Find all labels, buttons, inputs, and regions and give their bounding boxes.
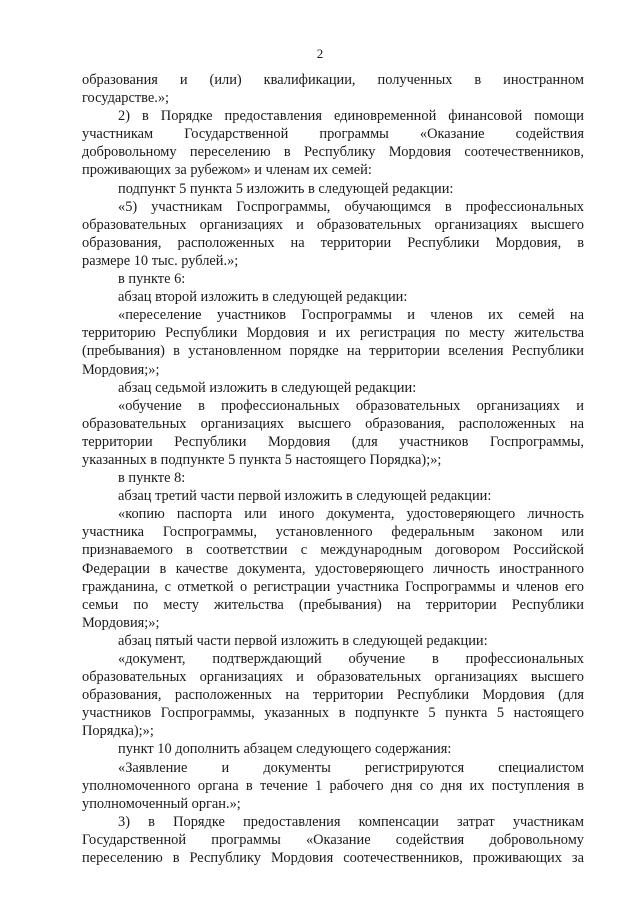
text-line: Государственной программы «Оказание содействия добровольному [82, 831, 584, 848]
text-line: участника Госпрограммы, установленного федеральным законом или [82, 524, 584, 541]
text-line: признаваемого в соответствии с международным договором Российской [82, 542, 584, 559]
text-line: абзац седьмой изложить в следующей редакции: [118, 379, 417, 396]
text-line: участников Госпрограммы, указанных в подпункте 5 пункта 5 настоящего [82, 705, 584, 722]
text-line: образования, расположенных на территории Республики Мордовия (для [82, 687, 584, 704]
text-line: абзац третий части первой изложить в следующей редакции: [118, 488, 492, 505]
document-body [82, 71, 584, 867]
text-line: размере 10 тыс. рублей.»; [82, 252, 239, 269]
text-line: абзац второй изложить в следующей редакции: [118, 289, 408, 306]
text-line: пункт 10 дополнить абзацем следующего содержания: [118, 741, 452, 758]
text-line: «Заявление и документы регистрируются специалистом [118, 759, 584, 776]
text-line: семьи по месту жительства (пребывания) на территории Республики [82, 596, 584, 613]
text-line: «обучение в профессиональных образовательных организациях и [118, 397, 584, 414]
text-line: образовательных организациях высшего образования, расположенных на [82, 415, 584, 432]
text-line: Мордовия;»; [82, 361, 160, 378]
text-line: территорию Республики Мордовия и их регистрация по месту жительства [82, 325, 584, 342]
text-line: абзац пятый части первой изложить в следующей редакции: [118, 632, 488, 649]
text-line: участникам Государственной программы «Оказание содействия [82, 126, 584, 143]
text-line: гражданина, с отметкой о регистрации участника Госпрограммы и членов его [82, 578, 584, 595]
text-line: «переселение участников Госпрограммы и членов их семей на [118, 307, 584, 324]
text-line: Мордовия;»; [82, 614, 160, 631]
text-line: переселению в Республику Мордовия соотечественников, проживающих за [82, 850, 584, 867]
text-line: уполномоченного органа в течение 1 рабочего дня со дня их поступления в [82, 777, 584, 794]
text-line: «копию паспорта или иного документа, удостоверяющего личность [118, 506, 584, 523]
text-line: государстве.»; [82, 90, 170, 107]
text-line: проживающих за рубежом» и членам их семей: [82, 162, 372, 179]
text-line: указанных в подпункте 5 пункта 5 настоящего Порядка);»; [82, 451, 442, 468]
text-line: образовательных организациях и образовательных организациях высшего [82, 669, 584, 686]
text-line: в пункте 8: [118, 470, 186, 487]
text-line: «5) участникам Госпрограммы, обучающимся в профессиональных [118, 198, 584, 215]
text-line: 2) в Порядке предоставления единовременной финансовой помощи [118, 108, 584, 125]
page-number: 2 [316, 46, 324, 61]
text-line: образования и (или) квалификации, полученных в иностранном [82, 72, 584, 88]
text-line: Федерации в качестве документа, удостоверяющего личность иностранного [82, 560, 584, 577]
text-line: образования, расположенных на территории Республики Мордовия, в [82, 234, 584, 251]
text-line: (пребывания) в установленном порядке на территории вселения Республики [82, 343, 584, 360]
text-line: Порядка);»; [82, 723, 154, 740]
text-line: территории Республики Мордовия (для участников Госпрограммы, [82, 433, 584, 450]
text-line: добровольному переселению в Республику Мордовия соотечественников, [82, 144, 584, 161]
text-line: образовательных организациях и образовательных организациях высшего [82, 216, 584, 233]
text-line: уполномоченный орган.»; [82, 795, 241, 812]
text-line: подпункт 5 пункта 5 изложить в следующей редакции: [118, 180, 454, 197]
text-line: в пункте 6: [118, 271, 186, 288]
text-line: 3) в Порядке предоставления компенсации затрат участникам [118, 813, 584, 830]
text-line: «документ, подтверждающий обучение в профессиональных [118, 651, 584, 667]
